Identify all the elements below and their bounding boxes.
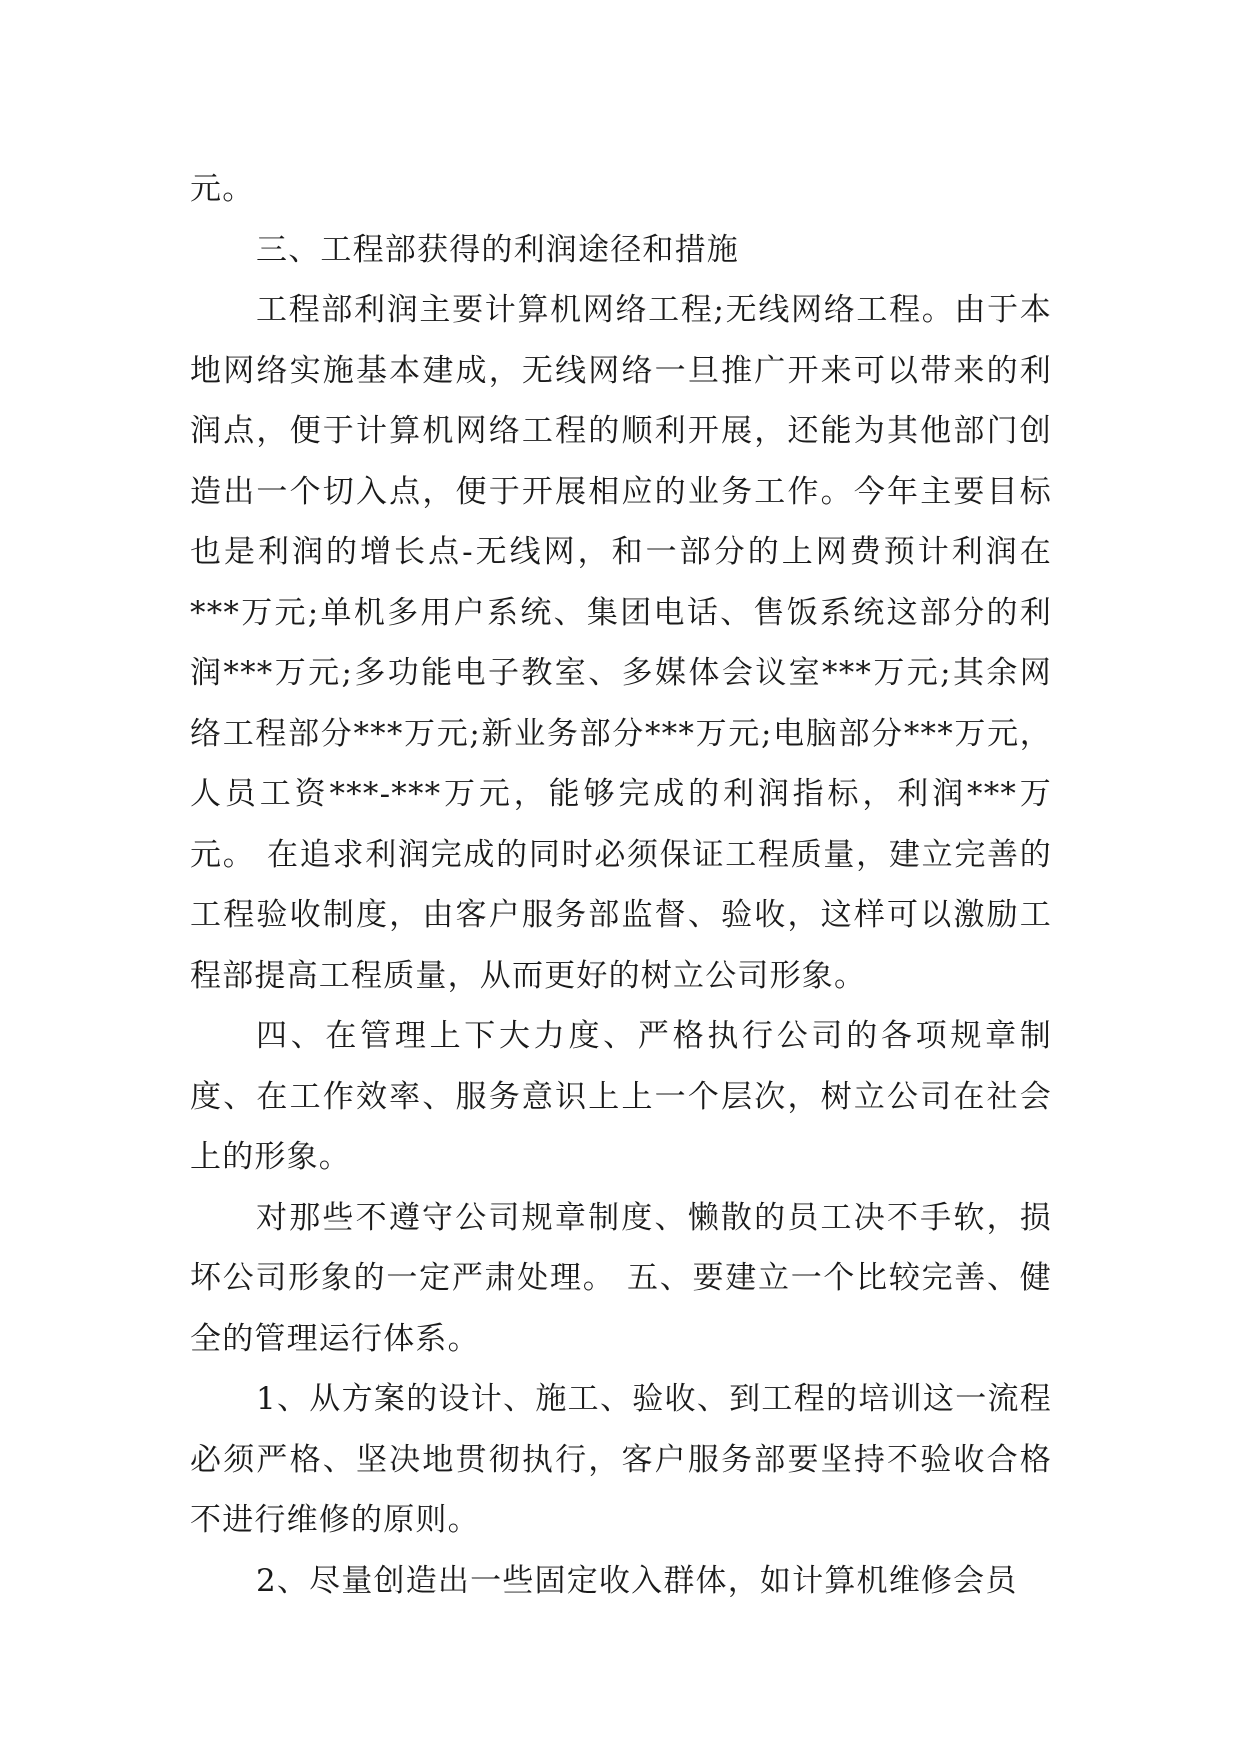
list-item-2: 2、尽量创造出一些固定收入群体，如计算机维修会员 xyxy=(256,1562,1018,1599)
paragraph-discipline: 对那些不遵守公司规章制度、懒散的员工决不手软，损坏公司形象的一定严肃处理。 五、要建立一个比较完善、健全的管理运行体系。 xyxy=(190,1199,1052,1357)
list-item-1: 1、从方案的设计、施工、验收、到工程的培训这一流程必须严格、坚决地贯彻执行，客户服务部要坚持不验收合格不进行维修的原则。 xyxy=(190,1381,1052,1538)
paragraph-continuation: 元。 xyxy=(190,171,255,207)
paragraph-profit-details: 工程部利润主要计算机网络工程;无线网络工程。由于本地网络实施基本建成，无线网络一旦推广开来可以带来的利润点，便于计算机网络工程的顺利开展，还能为其他部门创造出一个切入点，便于开展相应的业务工作。今年主要目标也是利润的增长点-无线网，和一部分的上网费预计利润在***万元;单机多用户系统、集团电话、售饭系统这部分的利润***万元;多功能电子教室、多媒体会议室***万元;其余网络工程部分***万元;新业务部分***万元;电脑部分***万元，人员工资***-***万元，能够完成的利润指标，利润***万元。 在追求利润完成的同时必须保证工程质量，建立完善的工程验收制度，由客户服务部监督、验收，这样可以激励工程部提高工程质量，从而更好的树立公司形象。 xyxy=(190,292,1052,994)
section-heading-4: 四、在管理上下大力度、严格执行公司的各项规章制度、在工作效率、服务意识上上一个层次，树立公司在社会上的形象。 xyxy=(190,1018,1052,1175)
body-text xyxy=(190,159,1052,1611)
section-heading-3: 三、工程部获得的利润途径和措施 xyxy=(256,231,739,268)
